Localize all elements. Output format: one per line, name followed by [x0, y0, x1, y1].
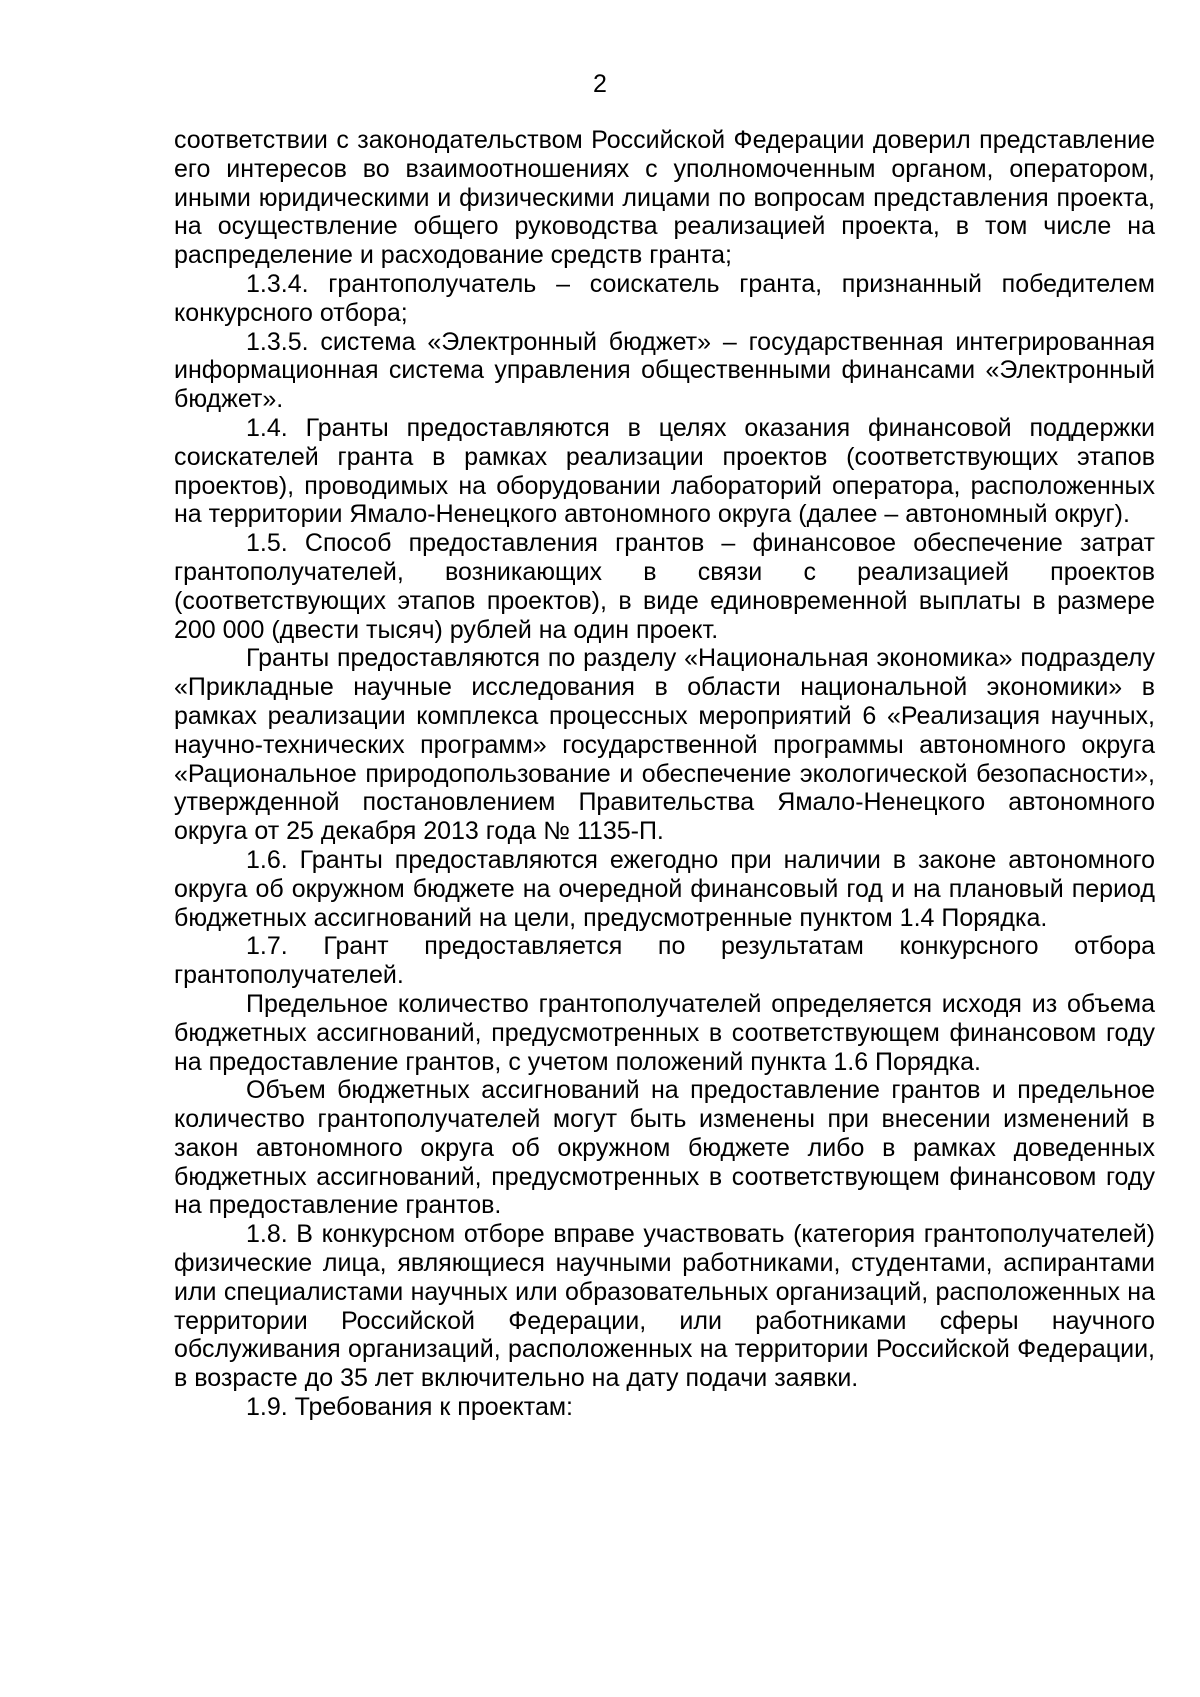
paragraph-1-3-5: 1.3.5. система «Электронный бюджет» – государственная интегрированная информационная система управления общественными финансами «Электронный бюджет».	[174, 327, 1155, 414]
paragraph-1-7: 1.7. Грант предоставляется по результатам конкурсного отбора грантополучателей.	[174, 932, 1155, 990]
page-number: 2	[593, 70, 607, 98]
paragraph-representation-continuation: соответствии с законодательством Российской Федерации доверил представление его интересов во взаимоотношениях с уполномоченным органом, оператором, иными юридическими и физическими лицами по вопросам представления проекта, на осуществление общего руководства реализацией проекта, в том числе на распределение и расходование средств гранта;	[174, 126, 1155, 270]
paragraph-1-4: 1.4. Гранты предоставляются в целях оказания финансовой поддержки соискателей гранта в рамках реализации проектов (соответствующих этапов проектов), проводимых на оборудовании лабораторий оператора, расположенных на территории Ямало-Ненецкого автономного округа (далее – автономный округ).	[174, 413, 1155, 529]
paragraph-budget-volume: Объем бюджетных ассигнований на предоставление грантов и предельное количество грантополучателей могут быть изменены при внесении изменений в закон автономного округа об окружном бюджете либо в рамках доведенных бюджетных ассигнований, предусмотренных в соответствующем финансовом году на предоставление грантов.	[174, 1076, 1155, 1220]
paragraph-1-6: 1.6. Гранты предоставляются ежегодно при наличии в законе автономного округа об окружном бюджете на очередной финансовый год и на плановый период бюджетных ассигнований на цели, предусмотренные пунктом 1.4 Порядка.	[174, 845, 1155, 932]
paragraph-grants-budget-section: Гранты предоставляются по разделу «Национальная экономика» подразделу «Прикладные научные исследования в области национальной экономики» в рамках реализации комплекса процессных мероприятий 6 «Реализация научных, научно-технических программ» государственной программы автономного округа «Рациональное природопользование и обеспечение экологической безопасности», утвержденной постановлением Правительства Ямало-Ненецкого автономного округа от 25 декабря 2013 года № 1135-П.	[174, 644, 1155, 846]
paragraph-1-9: 1.9. Требования к проектам:	[246, 1393, 573, 1422]
paragraph-1-5: 1.5. Способ предоставления грантов – финансовое обеспечение затрат грантополучателей, возникающих в связи с реализацией проектов (соответствующих этапов проектов), в виде единовременной выплаты в размере 200 000 (двести тысяч) рублей на один проект.	[174, 529, 1155, 644]
document-body	[174, 126, 1155, 1422]
paragraph-1-8: 1.8. В конкурсном отборе вправе участвовать (категория грантополучателей) физические лица, являющиеся научными работниками, студентами, аспирантами или специалистами научных или образовательных организаций, расположенных на территории Российской Федерации, или работниками сферы научного обслуживания организаций, расположенных на территории Российской Федерации, в возрасте до 35 лет включительно на дату подачи заявки.	[174, 1220, 1155, 1393]
paragraph-recipient-limit: Предельное количество грантополучателей определяется исходя из объема бюджетных ассигнований, предусмотренных в соответствующем финансовом году на предоставление грантов, с учетом положений пункта 1.6 Порядка.	[174, 989, 1155, 1076]
paragraph-1-3-4: 1.3.4. грантополучатель – соискатель гранта, признанный победителем конкурсного отбора;	[174, 269, 1155, 327]
